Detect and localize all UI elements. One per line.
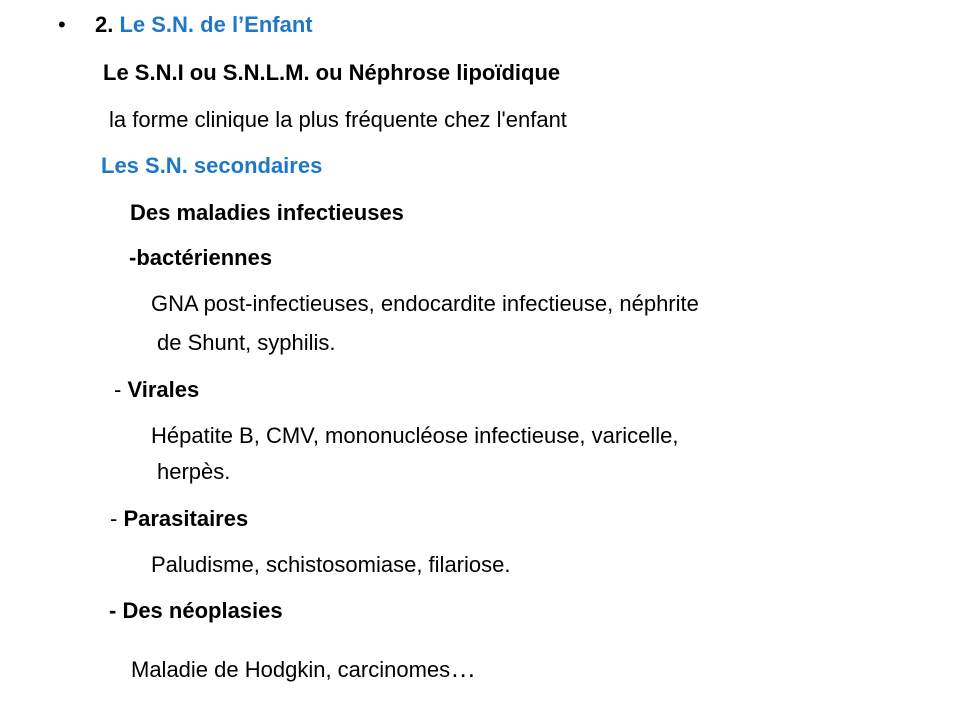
section-heading: [95, 12, 313, 38]
neoplasies-list-text: Maladie de Hodgkin, carcinomes: [131, 657, 451, 682]
virales-label: Virales: [127, 377, 200, 402]
neoplasies-line: - Des néoplasies: [109, 598, 283, 623]
virales-list-line-1: Hépatite B, CMV, mononucléose infectieuse, varicelle,: [151, 423, 679, 448]
parasitaires-label: Parasitaires: [123, 506, 249, 531]
neoplasies-ellipsis: …: [450, 653, 477, 683]
neoplasies-list-line: [131, 655, 476, 683]
virales-dash: -: [114, 377, 128, 402]
parasitaires-dash: -: [110, 506, 124, 531]
sn-secondaires-heading: Les S.N. secondaires: [101, 153, 323, 178]
parasitaires-line: [110, 506, 248, 532]
virales-line: [114, 377, 199, 403]
bacteriennes-list-line-1: GNA post-infectieuses, endocardite infectieuse, néphrite: [151, 291, 699, 316]
bacteriennes-list-line-2: de Shunt, syphilis.: [157, 330, 336, 355]
snl-line: Le S.N.I ou S.N.L.M. ou Néphrose lipoïdique: [103, 60, 561, 85]
heading-number: 2.: [95, 12, 114, 37]
bullet-dot: •: [58, 12, 66, 37]
maladies-infectieuses-line: Des maladies infectieuses: [130, 200, 404, 225]
forme-clinique-line: la forme clinique la plus fréquente chez l'enfant: [109, 107, 567, 132]
virales-list-line-2: herpès.: [157, 459, 231, 484]
bacteriennes-label: -bactériennes: [129, 245, 273, 270]
parasitaires-list-line: Paludisme, schistosomiase, filariose.: [151, 552, 511, 577]
heading-title: Le S.N. de l’Enfant: [113, 12, 313, 37]
